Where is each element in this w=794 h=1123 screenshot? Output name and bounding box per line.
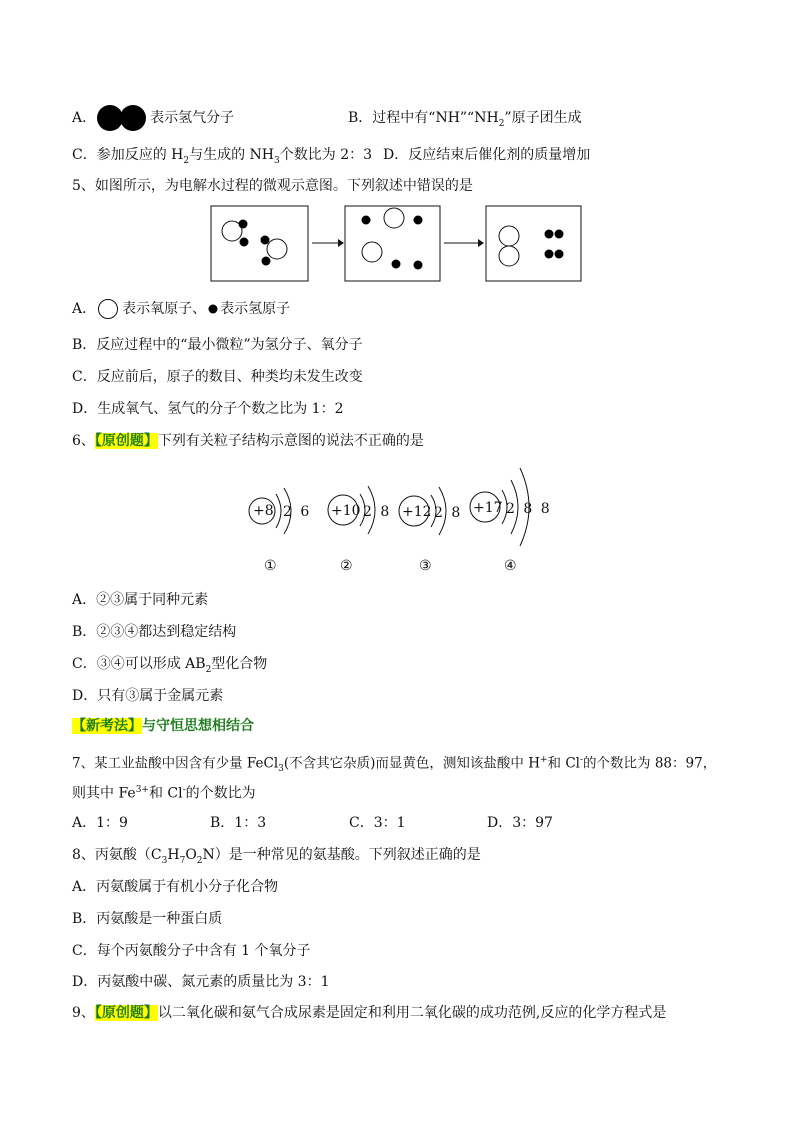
q5-stem: 5、如图所示，为电解水过程的微观示意图。下列叙述中错误的是 — [72, 178, 473, 194]
hydrogen-atom — [239, 220, 248, 229]
original-question-tag: 【原创题】 — [94, 1005, 158, 1021]
product-box — [486, 206, 581, 281]
hydrogen-atom — [545, 230, 554, 239]
hydrogen-atom — [392, 260, 401, 269]
electron-shells: 2 8 8 — [506, 501, 550, 517]
oxygen-atom — [499, 246, 519, 266]
nucleus-charge: +10 — [331, 503, 361, 519]
q4-option-d: D．反应结束后催化剂的质量增加 — [383, 147, 591, 163]
reactant-box — [211, 206, 308, 281]
q8-stem: 8、丙氨酸$(C_3H_7O_2N)$是一种常见的氨基酸。下列叙述正确的是 — [72, 847, 481, 866]
hydrogen-atom — [555, 230, 564, 239]
electron-shells: 2 8 — [363, 504, 390, 520]
new-method-tag: 【新考法】 — [72, 718, 142, 734]
diagram-label: ① — [264, 558, 277, 574]
q7-stem-line2: 则其中 $Fe^{3+}$和 Cl-的个数比为 — [72, 785, 256, 802]
hydrogen-atom — [555, 250, 564, 259]
nucleus-charge: +8 — [253, 503, 274, 519]
q7-option-c: C．3：1 — [349, 815, 406, 831]
hydrogen-atom — [262, 257, 271, 266]
q5-option-b: B．反应过程中的“最小微粒”为氢分子、氧分子 — [72, 337, 363, 353]
oxygen-atom — [384, 208, 404, 228]
q6-option-c: C．③④可以形成 $AB_2$型化合物 — [72, 656, 268, 675]
q7-option-d: D．3：97 — [487, 815, 553, 831]
original-question-tag: 【原创题】 — [94, 433, 158, 449]
arrow-icon — [478, 239, 484, 247]
q8-option-d: D．丙氨酸中碳、氮元素的质量比为 3：1 — [72, 974, 330, 990]
q7-option-a: A．1：9 — [72, 815, 128, 831]
q6-option-a: A．②③属于同种元素 — [72, 592, 209, 608]
q4-option-c: C．参加反应的 $H_2$与生成的 $NH_3$个数比为 2：3 — [72, 147, 373, 166]
electron-shells: 2 8 — [434, 505, 461, 521]
oxygen-atom — [499, 226, 519, 246]
q8-option-b: B．丙氨酸是一种蛋白质 — [72, 911, 223, 927]
diagram-label: ③ — [419, 558, 432, 574]
electron-shells: 2 6 — [283, 504, 310, 520]
hydrogen-atom — [362, 216, 371, 225]
q5-option-d: D．生成氧气、氢气的分子个数之比为 1：2 — [72, 401, 344, 417]
q7-option-b: B．1：3 — [210, 815, 267, 831]
q6-stem: 6、【原创题】下列有关粒子结构示意图的说法不正确的是 — [72, 433, 424, 449]
oxygen-atom — [362, 242, 382, 262]
q4-option-b: B．过程中有“$NH”“NH_2$”原子团生成 — [348, 110, 582, 129]
section-heading: 【新考法】与守恒思想相结合 — [72, 718, 254, 734]
hydrogen-atom-icon — [206, 299, 220, 319]
q7-stem-line1: 7、某工业盐酸中因含有少量 FeCl$_3$(不含其它杂质)而显黄色，测知该盐酸中 H+和 Cl-的个数比为 88：97， — [72, 755, 717, 775]
hydrogen-atom — [240, 238, 249, 247]
diagram-label: ④ — [504, 558, 517, 574]
hydrogen-atom — [414, 216, 423, 225]
q6-option-b: B．②③④都达到稳定结构 — [72, 624, 237, 640]
electrolysis-diagram — [210, 205, 610, 285]
diagram-label: ② — [340, 558, 353, 574]
nucleus-charge: +17 — [473, 500, 503, 516]
arrow-icon — [338, 239, 344, 247]
nucleus-charge: +12 — [402, 504, 432, 520]
hydrogen-molecule-icon — [96, 108, 150, 128]
oxygen-atom — [267, 239, 287, 259]
q8-option-c: C．每个丙氨酸分子中含有 1 个氧分子 — [72, 943, 311, 959]
hydrogen-atom — [414, 261, 423, 270]
q4-option-a: A． 表示氢气分子 — [72, 108, 234, 128]
q9-stem: 9、【原创题】以二氧化碳和氨气合成尿素是固定和利用二氧化碳的成功范例,反应的化学方程式是 — [72, 1005, 667, 1021]
q8-option-a: A．丙氨酸属于有机小分子化合物 — [72, 879, 279, 895]
oxygen-atom-icon — [96, 299, 122, 319]
q5-option-c: C．反应前后，原子的数目、种类均未发生改变 — [72, 369, 363, 385]
q6-option-d: D．只有③属于金属元素 — [72, 688, 224, 704]
q5-option-a: A． 表示氧原子、 表示氢原子 — [72, 301, 291, 317]
hydrogen-atom — [261, 236, 270, 245]
hydrogen-atom — [545, 250, 554, 259]
